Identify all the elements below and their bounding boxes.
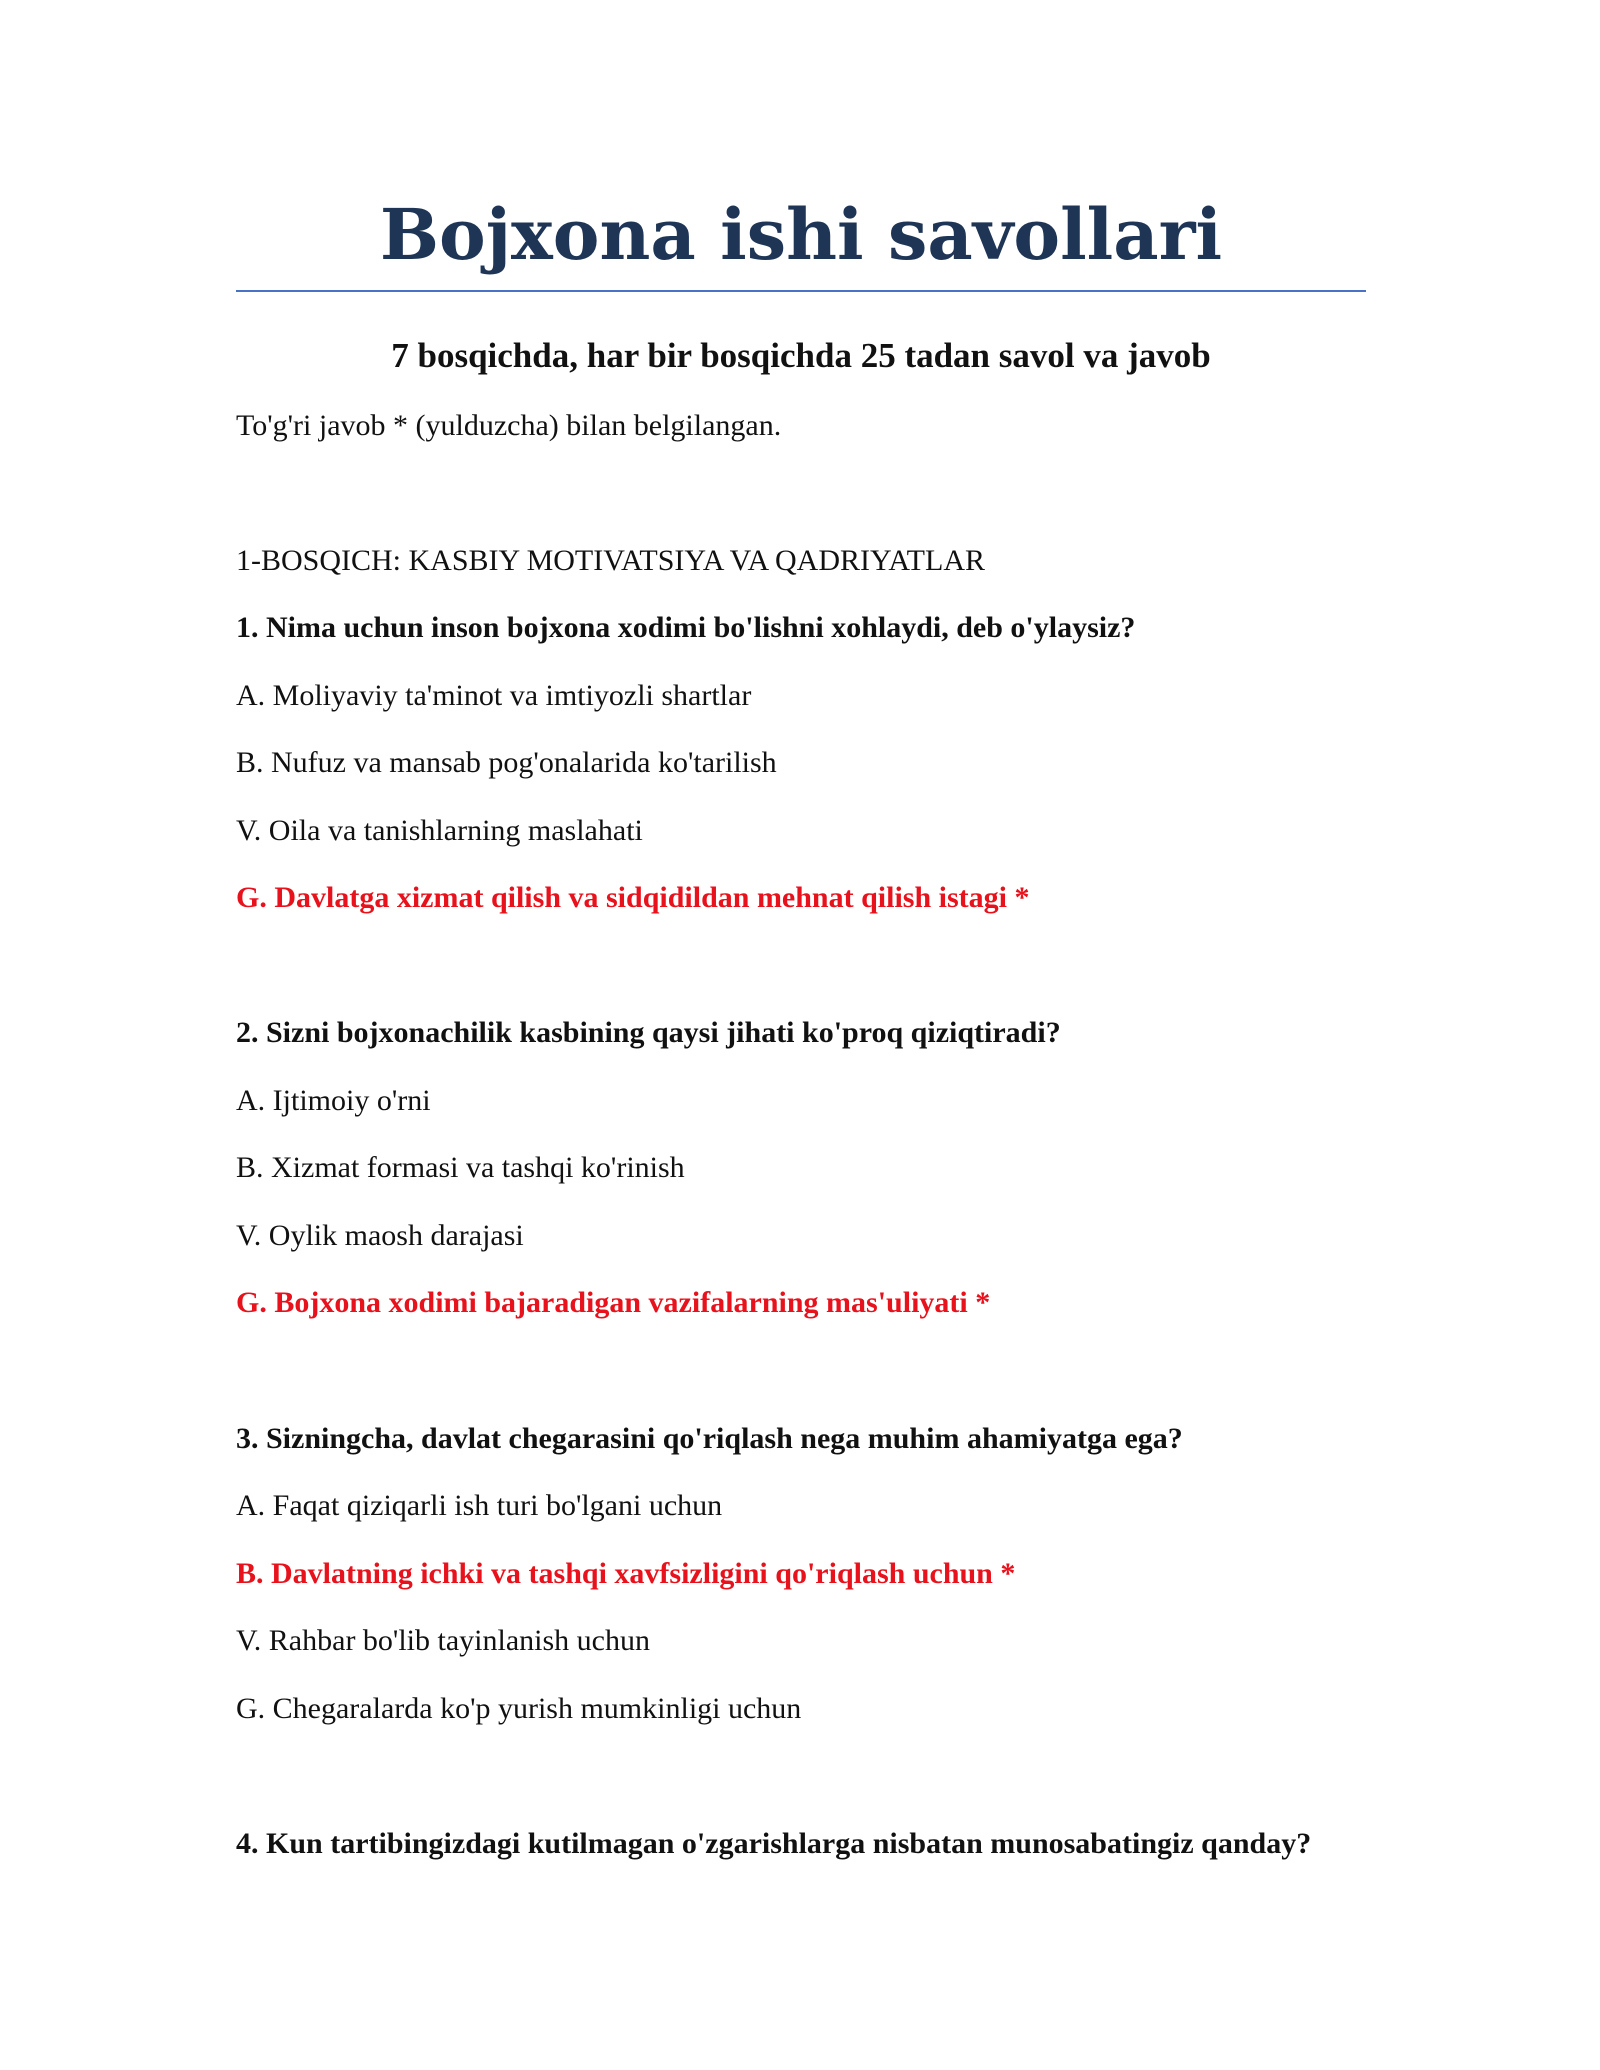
question-3-option-a: A. Faqat qiziqarli ish turi bo'lgani uchun: [236, 1489, 723, 1522]
question-3-option-v: V. Rahbar bo'lib tayinlanish uchun: [236, 1624, 650, 1657]
document-subtitle: 7 bosqichda, har bir bosqichda 25 tadan savol va javob: [391, 336, 1211, 375]
title-divider: [236, 290, 1366, 292]
question-1-option-v: V. Oila va tanishlarning maslahati: [236, 814, 643, 847]
answer-key-note: To'g'ri javob * (yulduzcha) bilan belgilangan.: [236, 409, 782, 442]
question-2-text: 2. Sizni bojxonachilik kasbining qaysi jihati ko'proq qiziqtiradi?: [236, 1016, 1061, 1049]
stage-heading: 1-BOSQICH: KASBIY MOTIVATSIYA VA QADRIYATLAR: [236, 544, 985, 577]
question-3-text: 3. Sizningcha, davlat chegarasini qo'riqlash nega muhim ahamiyatga ega?: [236, 1422, 1183, 1455]
question-1-option-b: B. Nufuz va mansab pog'onalarida ko'tarilish: [236, 746, 777, 779]
question-3-option-b-correct: B. Davlatning ichki va tashqi xavfsizligini qo'riqlash uchun *: [236, 1557, 1016, 1590]
question-2-option-g-correct: G. Bojxona xodimi bajaradigan vazifalarning mas'uliyati *: [236, 1286, 991, 1319]
question-2-option-b: B. Xizmat formasi va tashqi ko'rinish: [236, 1151, 685, 1184]
question-4-text: 4. Kun tartibingizdagi kutilmagan o'zgarishlarga nisbatan munosabatingiz qanday?: [236, 1827, 1312, 1860]
question-1-text: 1. Nima uchun inson bojxona xodimi bo'lishni xohlaydi, deb o'ylaysiz?: [236, 611, 1136, 644]
document-title: Bojxona ishi savollari: [379, 193, 1223, 276]
question-3-option-g: G. Chegaralarda ko'p yurish mumkinligi uchun: [236, 1692, 802, 1725]
question-2-option-v: V. Oylik maosh darajasi: [236, 1219, 524, 1252]
question-1-option-a: A. Moliyaviy ta'minot va imtiyozli shartlar: [236, 679, 752, 712]
question-2-option-a: A. Ijtimoiy o'rni: [236, 1084, 431, 1117]
question-1-option-g-correct: G. Davlatga xizmat qilish va sidqidildan mehnat qilish istagi *: [236, 881, 1030, 914]
